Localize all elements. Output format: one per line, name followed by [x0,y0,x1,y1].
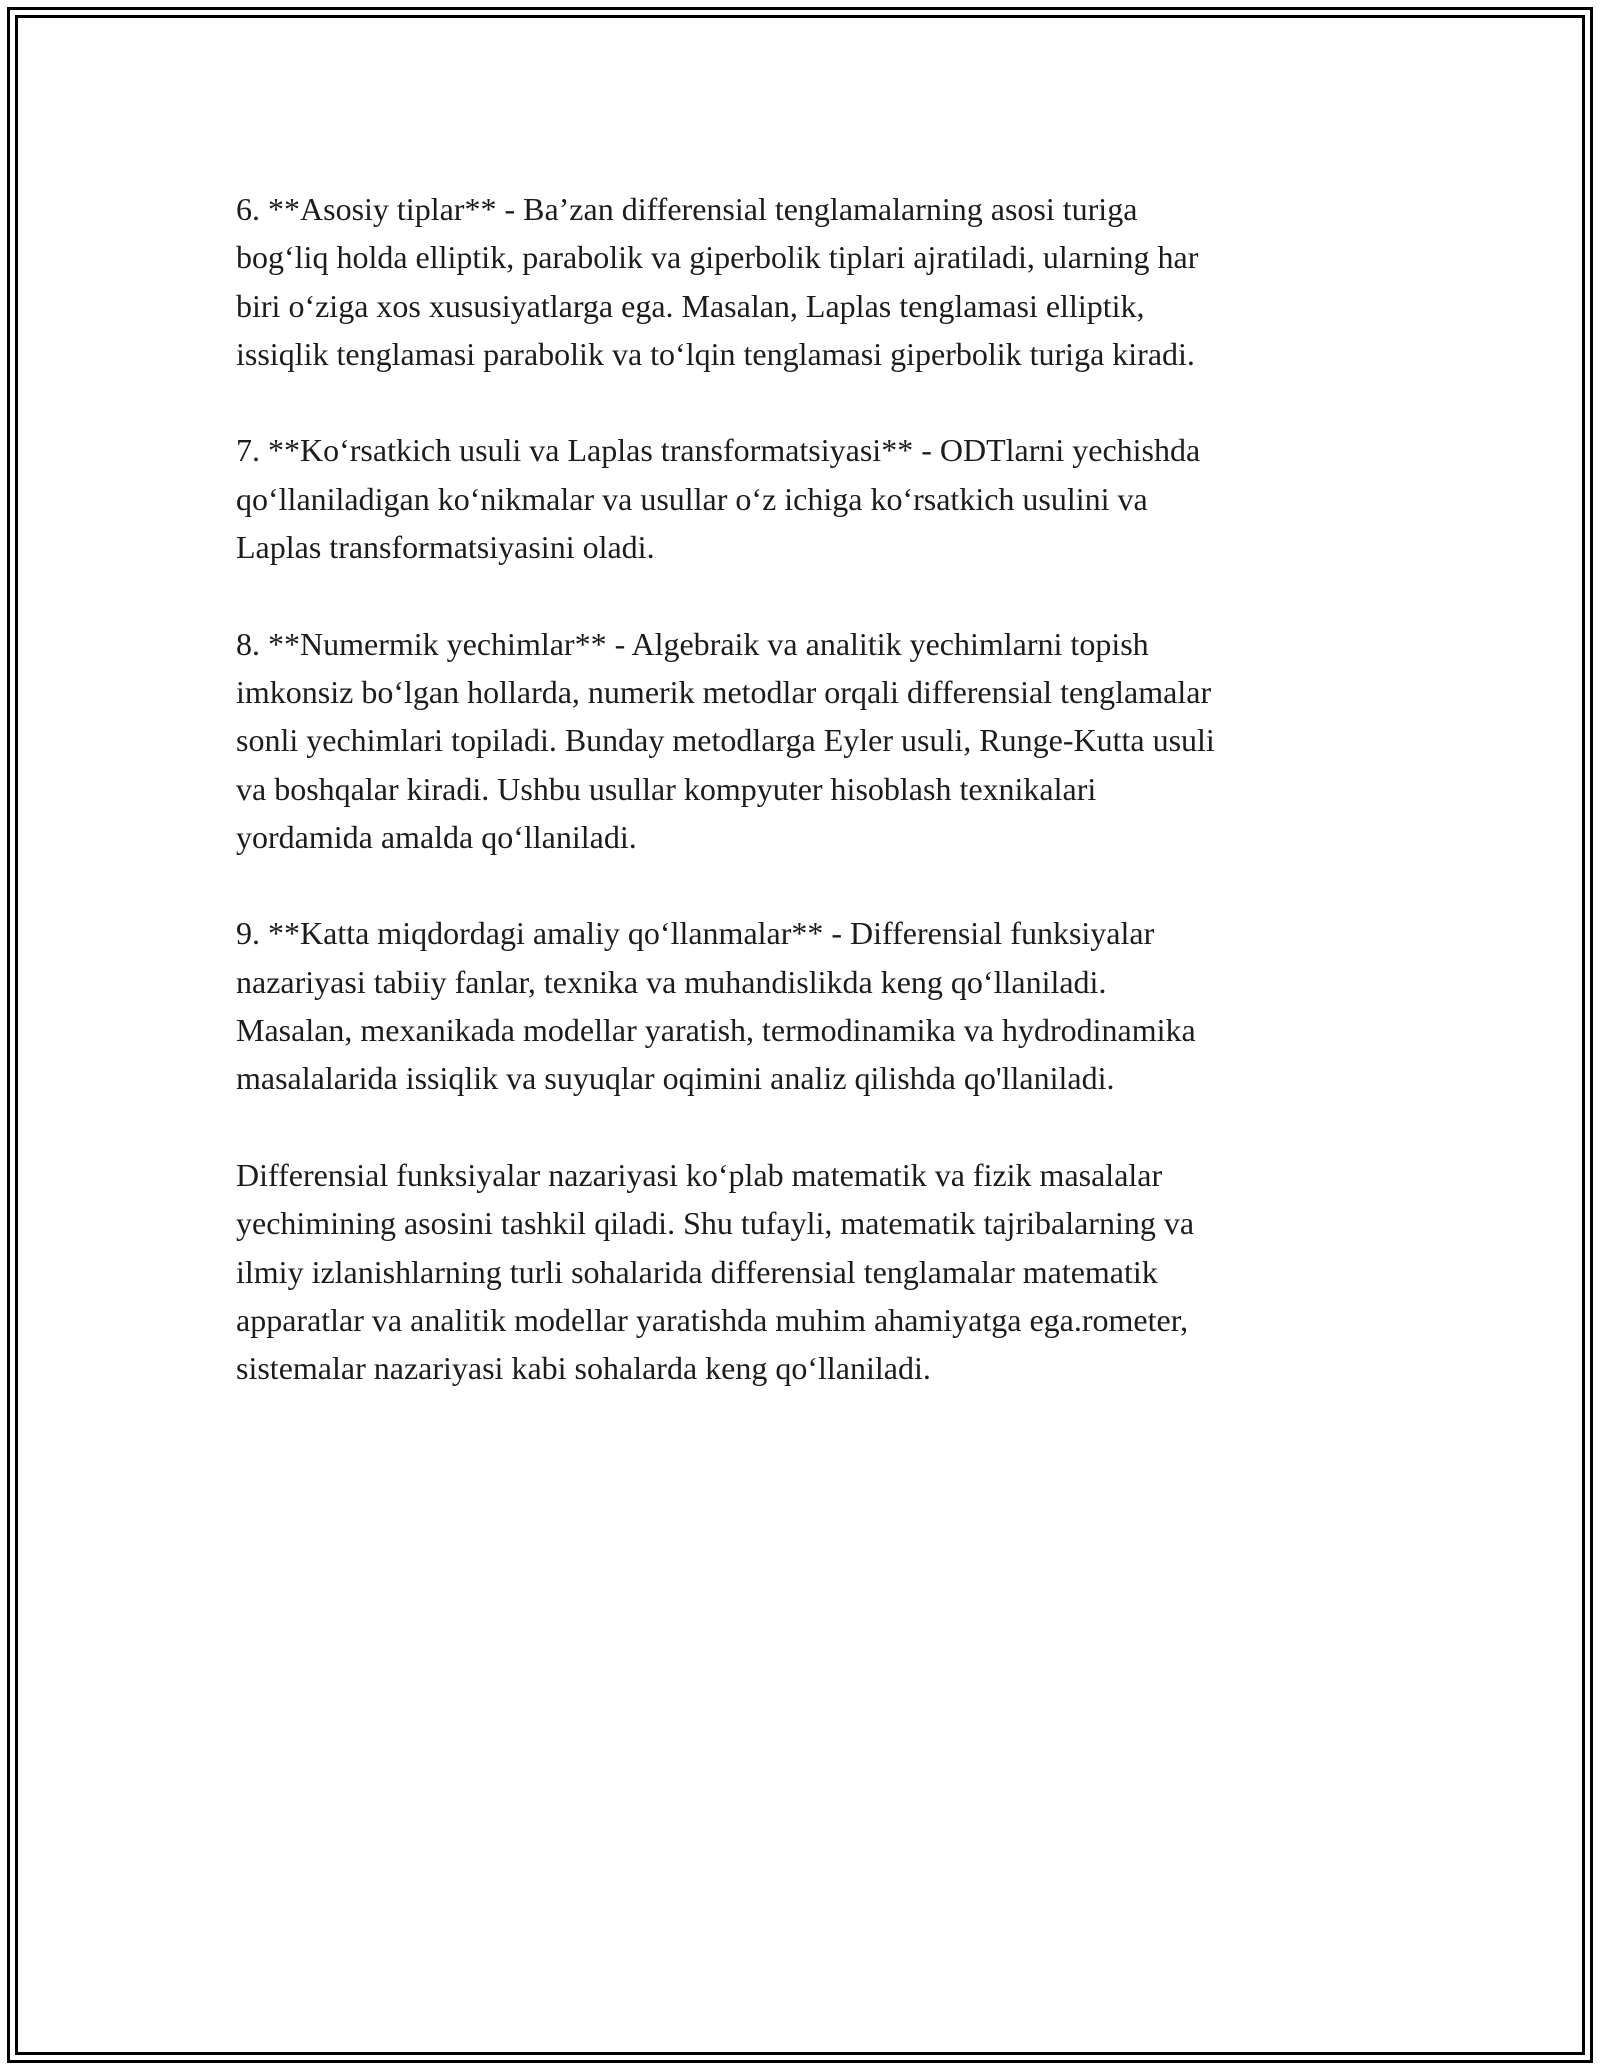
paragraph-numerik-yechimlar: 8. **Numermik yechimlar** - Algebraik va analitik yechimlarni topish imkonsiz bo‘lgan hollarda, numerik metodlar orqali differensial tenglamalar sonli yechimlari topiladi. Bunday metodlarga Eyler usuli, Runge-Kutta usuli va boshqalar kiradi. Ushbu usullar kompyuter hisoblash texnikalari yordamida amalda qo‘llaniladi. [236,625,1215,855]
paragraph-asosiy-tiplar: 6. **Asosiy tiplar** - Ba’zan differensial tenglamalarning asosi turiga bog‘liq holda elliptik, parabolik va giperbolik tiplari ajratiladi, ularning har biri o‘ziga xos xususiyatlarga ega. Masalan, Laplas tenglamasi elliptik, issiqlik tenglamasi parabolik va to‘lqin tenglamasi giperbolik turiga kiradi. [236,191,1199,372]
paragraph-conclusion: Differensial funksiyalar nazariyasi ko‘plab matematik va fizik masalalar yechimining asosini tashkil qiladi. Shu tufayli, matematik tajribalarning va ilmiy izlanishlarning turli sohalarida differensial tenglamalar matematik apparatlar va analitik modellar yaratishda muhim ahamiyatga ega.rometer, sistemalar nazariyasi kabi sohalarda keng qo‘llaniladi. [236,1156,1195,1387]
paragraph-amaliy-qollanmalar: 9. **Katta miqdordagi amaliy qo‘llanmalar** - Differensial funksiyalar nazariyasi tabiiy fanlar, texnika va muhandislikda keng qo‘llaniladi. Masalan, mexanikada modellar yaratish, termodinamika va hydrodinamika masalalarida issiqlik va suyuqlar oqimini analiz qilishda qo'llaniladi. [236,915,1196,1097]
document-body [236,185,1366,1441]
paragraph-korsatkich-usuli: 7. **Ko‘rsatkich usuli va Laplas transformatsiyasi** - ODTlarni yechishda qo‘llaniladigan ko‘nikmalar va usullar o‘z ichiga ko‘rsatkich usulini va Laplas transformatsiyasini oladi. [236,432,1201,566]
